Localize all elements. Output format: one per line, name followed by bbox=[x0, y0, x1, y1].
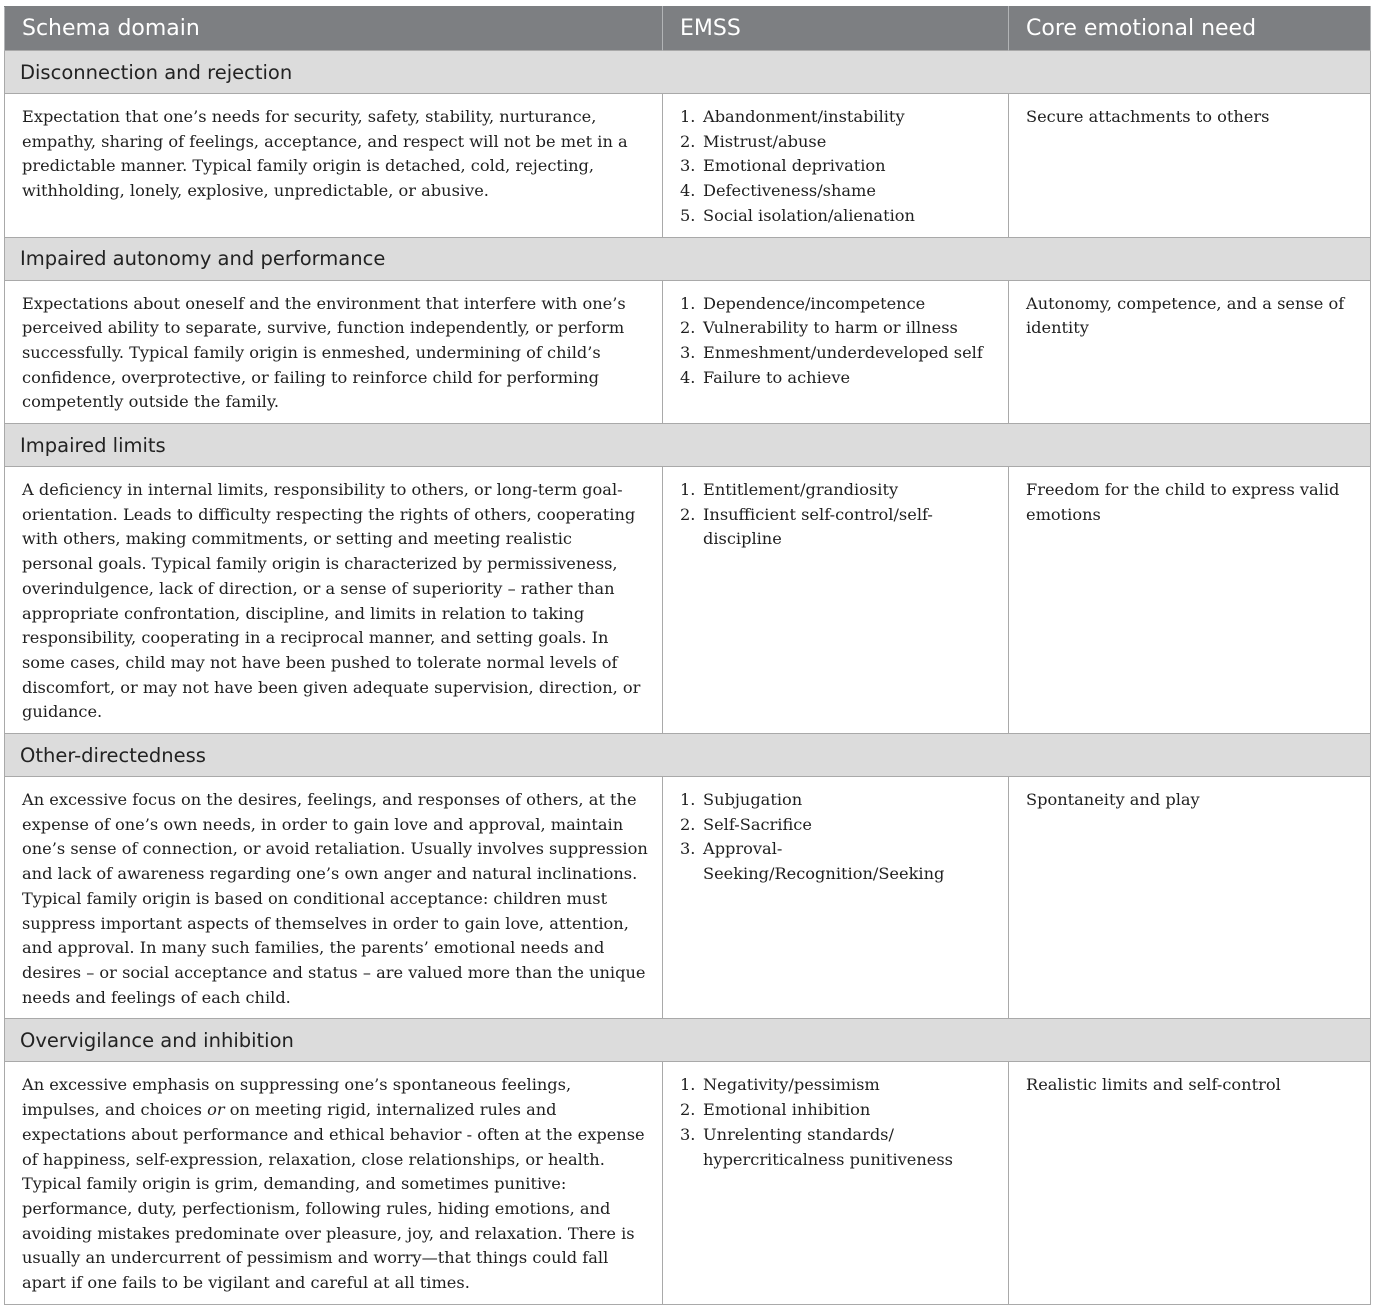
table-row bbox=[5, 777, 1371, 1019]
table-row bbox=[5, 467, 1371, 734]
table-row bbox=[5, 1062, 1371, 1304]
list-item: 1. Negativity/pessimism bbox=[680, 1075, 880, 1095]
list-item: 1. Dependence/incompetence bbox=[680, 293, 926, 313]
emss-list bbox=[680, 788, 994, 887]
emss-list bbox=[680, 478, 994, 552]
domain-row-impaired-autonomy bbox=[5, 237, 1371, 280]
schema-table bbox=[4, 6, 1371, 1305]
domain-name: Impaired autonomy and performance bbox=[5, 237, 1371, 280]
domain-description: A deficiency in internal limits, responsibility to others, or long-term goal-orientation. Leads to difficulty respecting the rights of others, cooperating with others, making commitments, or setting and meeting realistic personal goals. Typical family origin is characterized by permissiveness, overindulgence, lack of direction, or a sense of superiority – rather than appropriate confrontation, discipline, and limits in relation to taking responsibility, cooperating in a reciprocal manner, and setting goals. In some cases, child may not have been pushed to tolerate normal levels of discomfort, or may not have been given adequate supervision, direction, or guidance. bbox=[5, 467, 663, 734]
domain-description: An excessive emphasis on suppressing one’s spontaneous feelings, impulses, and choices or on meeting rigid, internalized rules and expectations about performance and ethical behavior - often at the expense of happiness, self-expression, relaxation, close relationships, or health. Typical family origin is grim, demanding, and sometimes punitive: performance, duty, perfectionism, following rules, hiding emotions, and avoiding mistakes predominate over pleasure, joy, and relaxation. There is usually an undercurrent of pessimism and worry—that things could fall apart if one fails to be vigilant and careful at all times. bbox=[5, 1062, 663, 1304]
domain-row-other-directedness bbox=[5, 734, 1371, 777]
list-item: 4. Failure to achieve bbox=[680, 367, 851, 387]
emss-list bbox=[680, 292, 994, 391]
list-item: 5. Social isolation/alienation bbox=[680, 205, 915, 225]
header-core-emotional-need: Core emotional need bbox=[1009, 7, 1371, 51]
core-need: Freedom for the child to express valid emotions bbox=[1009, 467, 1371, 734]
domain-row-disconnection bbox=[5, 51, 1371, 94]
list-item: 2. Self-Sacrifice bbox=[680, 814, 812, 834]
table-row bbox=[5, 94, 1371, 238]
domain-description: Expectations about oneself and the environment that interfere with one’s perceived ability to separate, survive, function independently, or perform successfully. Typical family origin is enmeshed, undermining of child’s confidence, overprotective, or failing to reinforce child for performing competently outside the family. bbox=[5, 280, 663, 424]
core-need: Secure attachments to others bbox=[1009, 94, 1371, 238]
header-row bbox=[5, 7, 1371, 51]
list-item: 3. Unrelenting standards/ hypercriticalness punitiveness bbox=[680, 1124, 953, 1169]
list-item: 2. Mistrust/abuse bbox=[680, 131, 827, 151]
domain-name: Overvigilance and inhibition bbox=[5, 1019, 1371, 1062]
list-item: 1. Entitlement/grandiosity bbox=[680, 480, 899, 500]
emss-list-cell bbox=[663, 94, 1009, 238]
domain-description: Expectation that one’s needs for security, safety, stability, nurturance, empathy, sharing of feelings, acceptance, and respect will not be met in a predictable manner. Typical family origin is detached, cold, rejecting, withholding, lonely, explosive, unpredictable, or abusive. bbox=[5, 94, 663, 238]
list-item: 3. Enmeshment/underdeveloped self bbox=[680, 342, 983, 362]
domain-name: Other-directedness bbox=[5, 734, 1371, 777]
core-need: Autonomy, competence, and a sense of identity bbox=[1009, 280, 1371, 424]
emss-list-cell bbox=[663, 467, 1009, 734]
domain-description: An excessive focus on the desires, feelings, and responses of others, at the expense of one’s own needs, in order to gain love and approval, maintain one’s sense of connection, or avoid retaliation. Usually involves suppression and lack of awareness regarding one’s own anger and natural inclinations. Typical family origin is based on conditional acceptance: children must suppress important aspects of themselves in order to gain love, attention, and approval. In many such families, the parents’ emotional needs and desires – or social acceptance and status – are valued more than the unique needs and feelings of each child. bbox=[5, 777, 663, 1019]
core-need: Realistic limits and self-control bbox=[1009, 1062, 1371, 1304]
domain-row-impaired-limits bbox=[5, 424, 1371, 467]
list-item: 2. Insufficient self-control/self-discipline bbox=[680, 504, 933, 549]
domain-row-overvigilance bbox=[5, 1019, 1371, 1062]
emss-list bbox=[680, 105, 994, 229]
table-row bbox=[5, 280, 1371, 424]
list-item: 3. Approval-Seeking/Recognition/Seeking bbox=[680, 839, 945, 884]
header-schema-domain: Schema domain bbox=[5, 7, 663, 51]
list-item: 1. Subjugation bbox=[680, 790, 803, 810]
domain-name: Impaired limits bbox=[5, 424, 1371, 467]
list-item: 1. Abandonment/instability bbox=[680, 107, 905, 126]
list-item: 2. Emotional inhibition bbox=[680, 1100, 871, 1120]
emss-list-cell bbox=[663, 777, 1009, 1019]
list-item: 4. Defectiveness/shame bbox=[680, 181, 876, 201]
list-item: 3. Emotional deprivation bbox=[680, 156, 886, 176]
emss-list-cell bbox=[663, 280, 1009, 424]
list-item: 2. Vulnerability to harm or illness bbox=[680, 318, 958, 338]
header-emss: EMSS bbox=[663, 7, 1009, 51]
core-need: Spontaneity and play bbox=[1009, 777, 1371, 1019]
domain-name: Disconnection and rejection bbox=[5, 51, 1371, 94]
emss-list bbox=[680, 1073, 994, 1172]
emss-list-cell bbox=[663, 1062, 1009, 1304]
